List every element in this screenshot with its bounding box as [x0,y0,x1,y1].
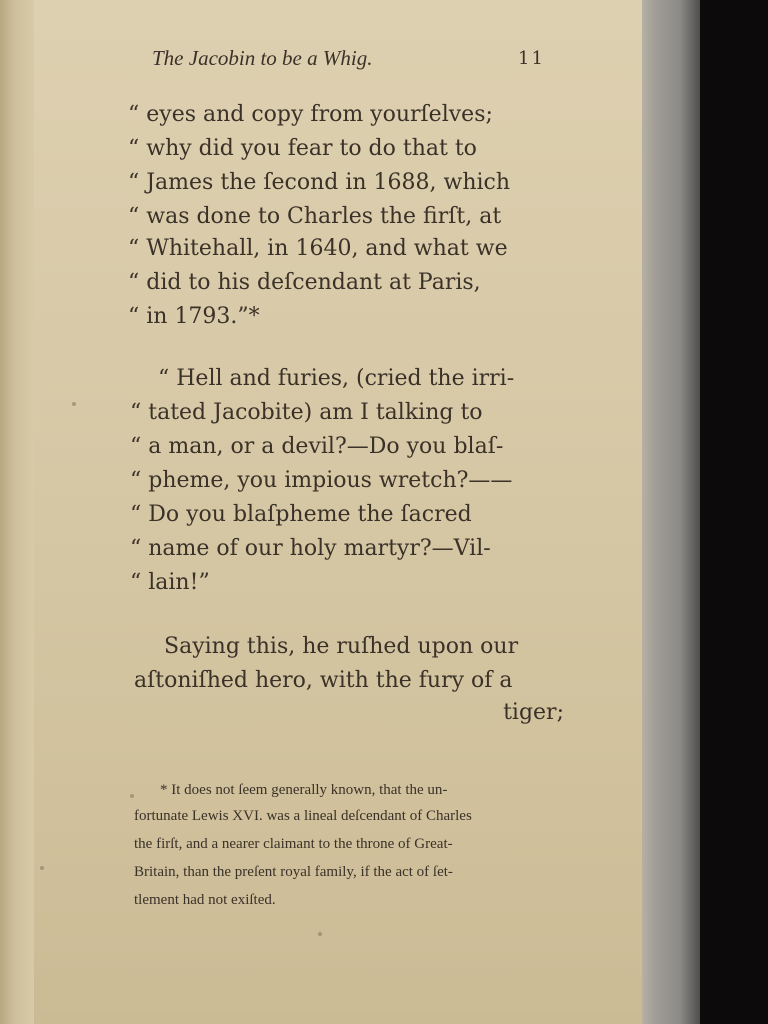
paper-speck [130,794,134,798]
running-head: The Jacobin to be a Whig. [152,46,373,70]
footnote-line: fortunate Lewis XVI. was a lineal deſcendant of Charles [134,808,472,824]
text-line: “ eyes and copy from yourſelves; [128,102,493,127]
footnote-line: tlement had not exiſted. [134,892,276,908]
paper-speck [318,932,322,936]
text-line: “ James the ſecond in 1688, which [128,170,511,195]
footnote-line: Britain, than the preſent royal family, if the act of ſet- [134,864,453,880]
text-line: Saying this, he ruſhed upon our [164,634,519,659]
page-number: 11 [518,48,545,69]
text-line: “ was done to Charles the firſt, at [128,204,502,229]
dark-background [700,0,768,1024]
footnote-line: * It does not ſeem generally known, that the un- [160,782,448,798]
text-line: tiger; [503,700,564,725]
text-line: “ why did you fear to do that to [128,136,477,161]
text-line: “ in 1793.”* [128,304,260,329]
text-line: “ Hell and furies, (cried the irri- [158,366,515,391]
text-line: “ lain!” [130,570,210,595]
footnote-line: the firſt, and a nearer claimant to the throne of Great- [134,836,453,852]
text-line: “ Do you blaſpheme the ſacred [130,502,472,527]
text-line: “ pheme, you impious wretch?—— [130,468,513,493]
paper-speck [72,402,76,406]
text-line: “ Whitehall, in 1640, and what we [128,236,508,261]
text-line: “ tated Jacobite) am I talking to [130,400,483,425]
text-line: “ name of our holy martyr?—Vil- [130,536,491,561]
text-line: aſtoniſhed hero, with the fury of a [134,668,513,693]
paper-speck [40,866,44,870]
text-line: “ did to his deſcendant at Paris, [128,270,481,295]
book-page-edge [632,0,710,1024]
text-line: “ a man, or a devil?—Do you blaſ- [130,434,504,459]
